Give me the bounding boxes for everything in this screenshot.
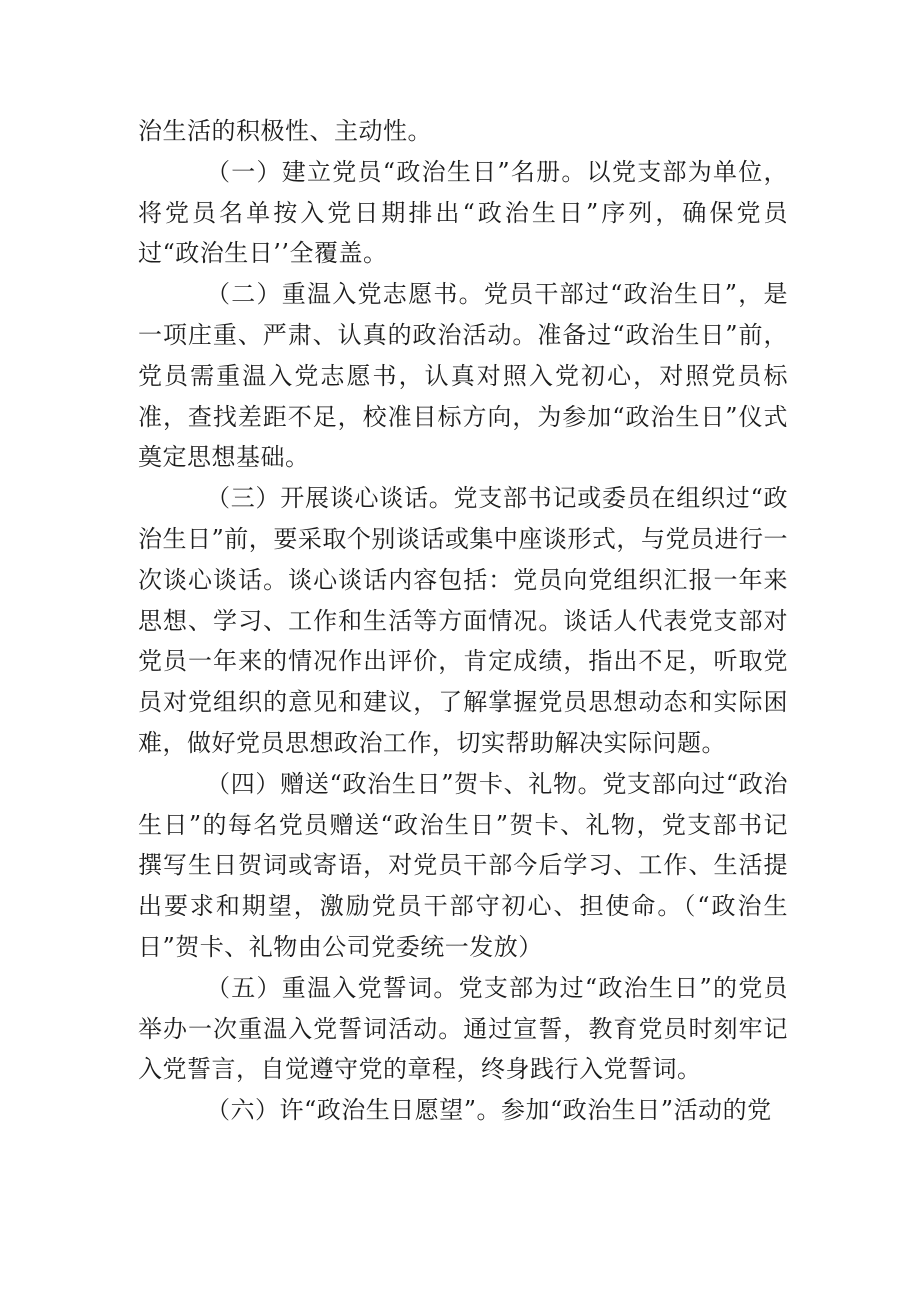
document-body [138, 111, 788, 1131]
paragraph-intro-tail: 治生活的积极性、主动性。 [138, 117, 432, 145]
paragraph-item-3: （三）开展谈心谈话。党支部书记或委员在组织过“政治生日”前，要采取个别谈话或集中座谈形式，与党员进行一次谈心谈话。谈心谈话内容包括：党员向党组织汇报一年来思想、学习、工作和生活等方面情况。谈话人代表党支部对党员一年来的情况作出评价，肯定成绩，指出不足，听取党员对党组织的意见和建议，了解掌握党员思想动态和实际困难，做好党员思想政治工作，切实帮助解决实际问题。 [138, 484, 788, 757]
paragraph-item-6: （六）许“政治生日愿望”。参加“政治生日”活动的党 [206, 1096, 772, 1125]
paragraph-item-4: （四）赠送“政治生日”贺卡、礼物。党支部向过“政治生日”的每名党员赠送“政治生日”贺卡、礼物，党支部书记撰写生日贺词或寄语，对党员干部今后学习、工作、生活提出要求和期望，激励党员干部守初心、担使命。（“政治生日”贺卡、礼物由公司党委统一发放） [138, 769, 788, 961]
paragraph-item-5: （五）重温入党誓词。党支部为过“政治生日”的党员举办一次重温入党誓词活动。通过宣誓，教育党员时刻牢记入党誓言，自觉遵守党的章程，终身践行入党誓词。 [138, 973, 788, 1084]
paragraph-item-2: （二）重温入党志愿书。党员干部过“政治生日”，是一项庄重、严肃、认真的政治活动。准备过“政治生日”前，党员需重温入党志愿书，认真对照入党初心，对照党员标准，查找差距不足，校准目标方向，为参加“政治生日”仪式奠定思想基础。 [138, 280, 788, 472]
paragraph-item-1: （一）建立党员“政治生日”名册。以党支部为单位，将党员名单按入党日期排出“政治生日”序列，确保党员过“政治生日’’全覆盖。 [138, 157, 788, 268]
